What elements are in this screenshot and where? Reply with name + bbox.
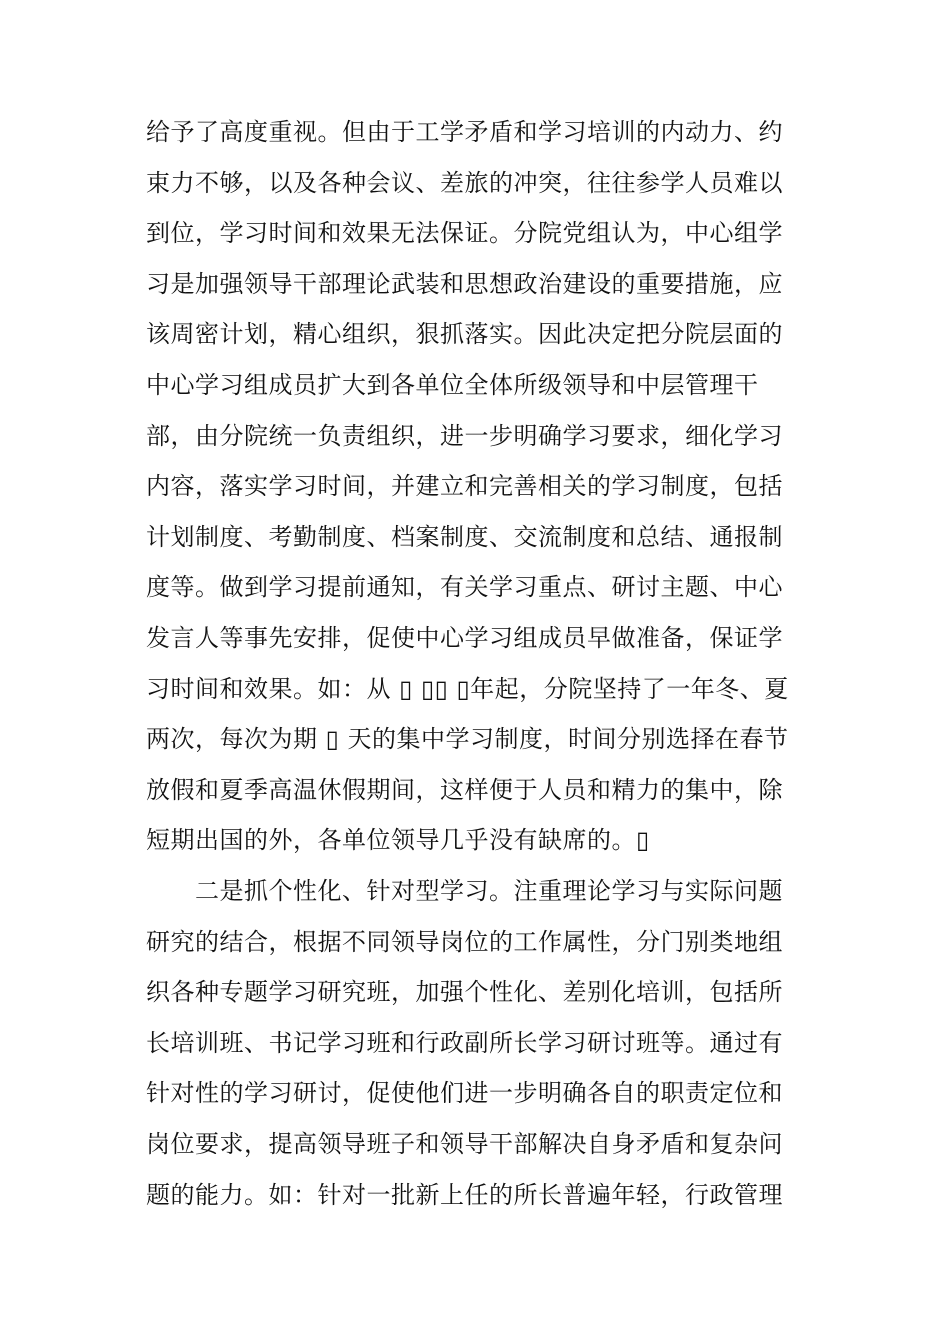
text-line: 长培训班、书记学习班和行政副所长学习研讨班等。通过有 [146, 1028, 783, 1057]
text-line: 内容，落实学习时间，并建立和完善相关的学习制度，包括 [146, 472, 783, 501]
text-line: 发言人等事先安排，促使中心学习组成员早做准备，保证学 [146, 623, 783, 652]
text-line: 针对性的学习研讨，促使他们进一步明确各自的职责定位和 [146, 1079, 783, 1108]
text-line: 习是加强领导干部理论武装和思想政治建设的重要措施，应 [146, 269, 783, 298]
text-line: 中心学习组成员扩大到各单位全体所级领导和中层管理干 [146, 370, 759, 399]
paragraph-1 [146, 107, 816, 866]
text-line: 习时间和效果。如：从 ▯ ▯▯ ▯年起，分院坚持了一年冬、夏 [146, 674, 789, 703]
text-line: 二是抓个性化、针对型学习。注重理论学习与实际问题 [146, 877, 783, 905]
text-line: 部，由分院统一负责组织，进一步明确学习要求，细化学习 [146, 421, 783, 450]
text-line: 短期出国的外，各单位领导几乎没有缺席的。▯ [146, 826, 650, 855]
text-line: 束力不够，以及各种会议、差旅的冲突，往往参学人员难以 [146, 168, 783, 197]
text-line: 度等。做到学习提前通知，有关学习重点、研讨主题、中心 [146, 573, 783, 602]
text-line: 到位，学习时间和效果无法保证。分院党组认为，中心组学 [146, 219, 783, 248]
paragraph-2 [146, 866, 816, 1220]
text-line: 放假和夏季高温休假期间，这样便于人员和精力的集中，除 [146, 775, 783, 804]
text-line: 计划制度、考勤制度、档案制度、交流制度和总结、通报制 [146, 522, 783, 551]
text-line: 该周密计划，精心组织，狠抓落实。因此决定把分院层面的 [146, 320, 783, 349]
text-line: 两次，每次为期 ▯ 天的集中学习制度，时间分别选择在春节 [146, 725, 789, 754]
text-line: 给予了高度重视。但由于工学矛盾和学习培训的内动力、约 [146, 118, 783, 146]
text-line: 题的能力。如：针对一批新上任的所长普遍年轻，行政管理 [146, 1180, 783, 1209]
text-line: 岗位要求，提高领导班子和领导干部解决自身矛盾和复杂问 [146, 1129, 783, 1158]
text-line: 研究的结合，根据不同领导岗位的工作属性，分门别类地组 [146, 927, 783, 956]
text-line: 织各种专题学习研究班，加强个性化、差别化培训，包括所 [146, 978, 783, 1007]
